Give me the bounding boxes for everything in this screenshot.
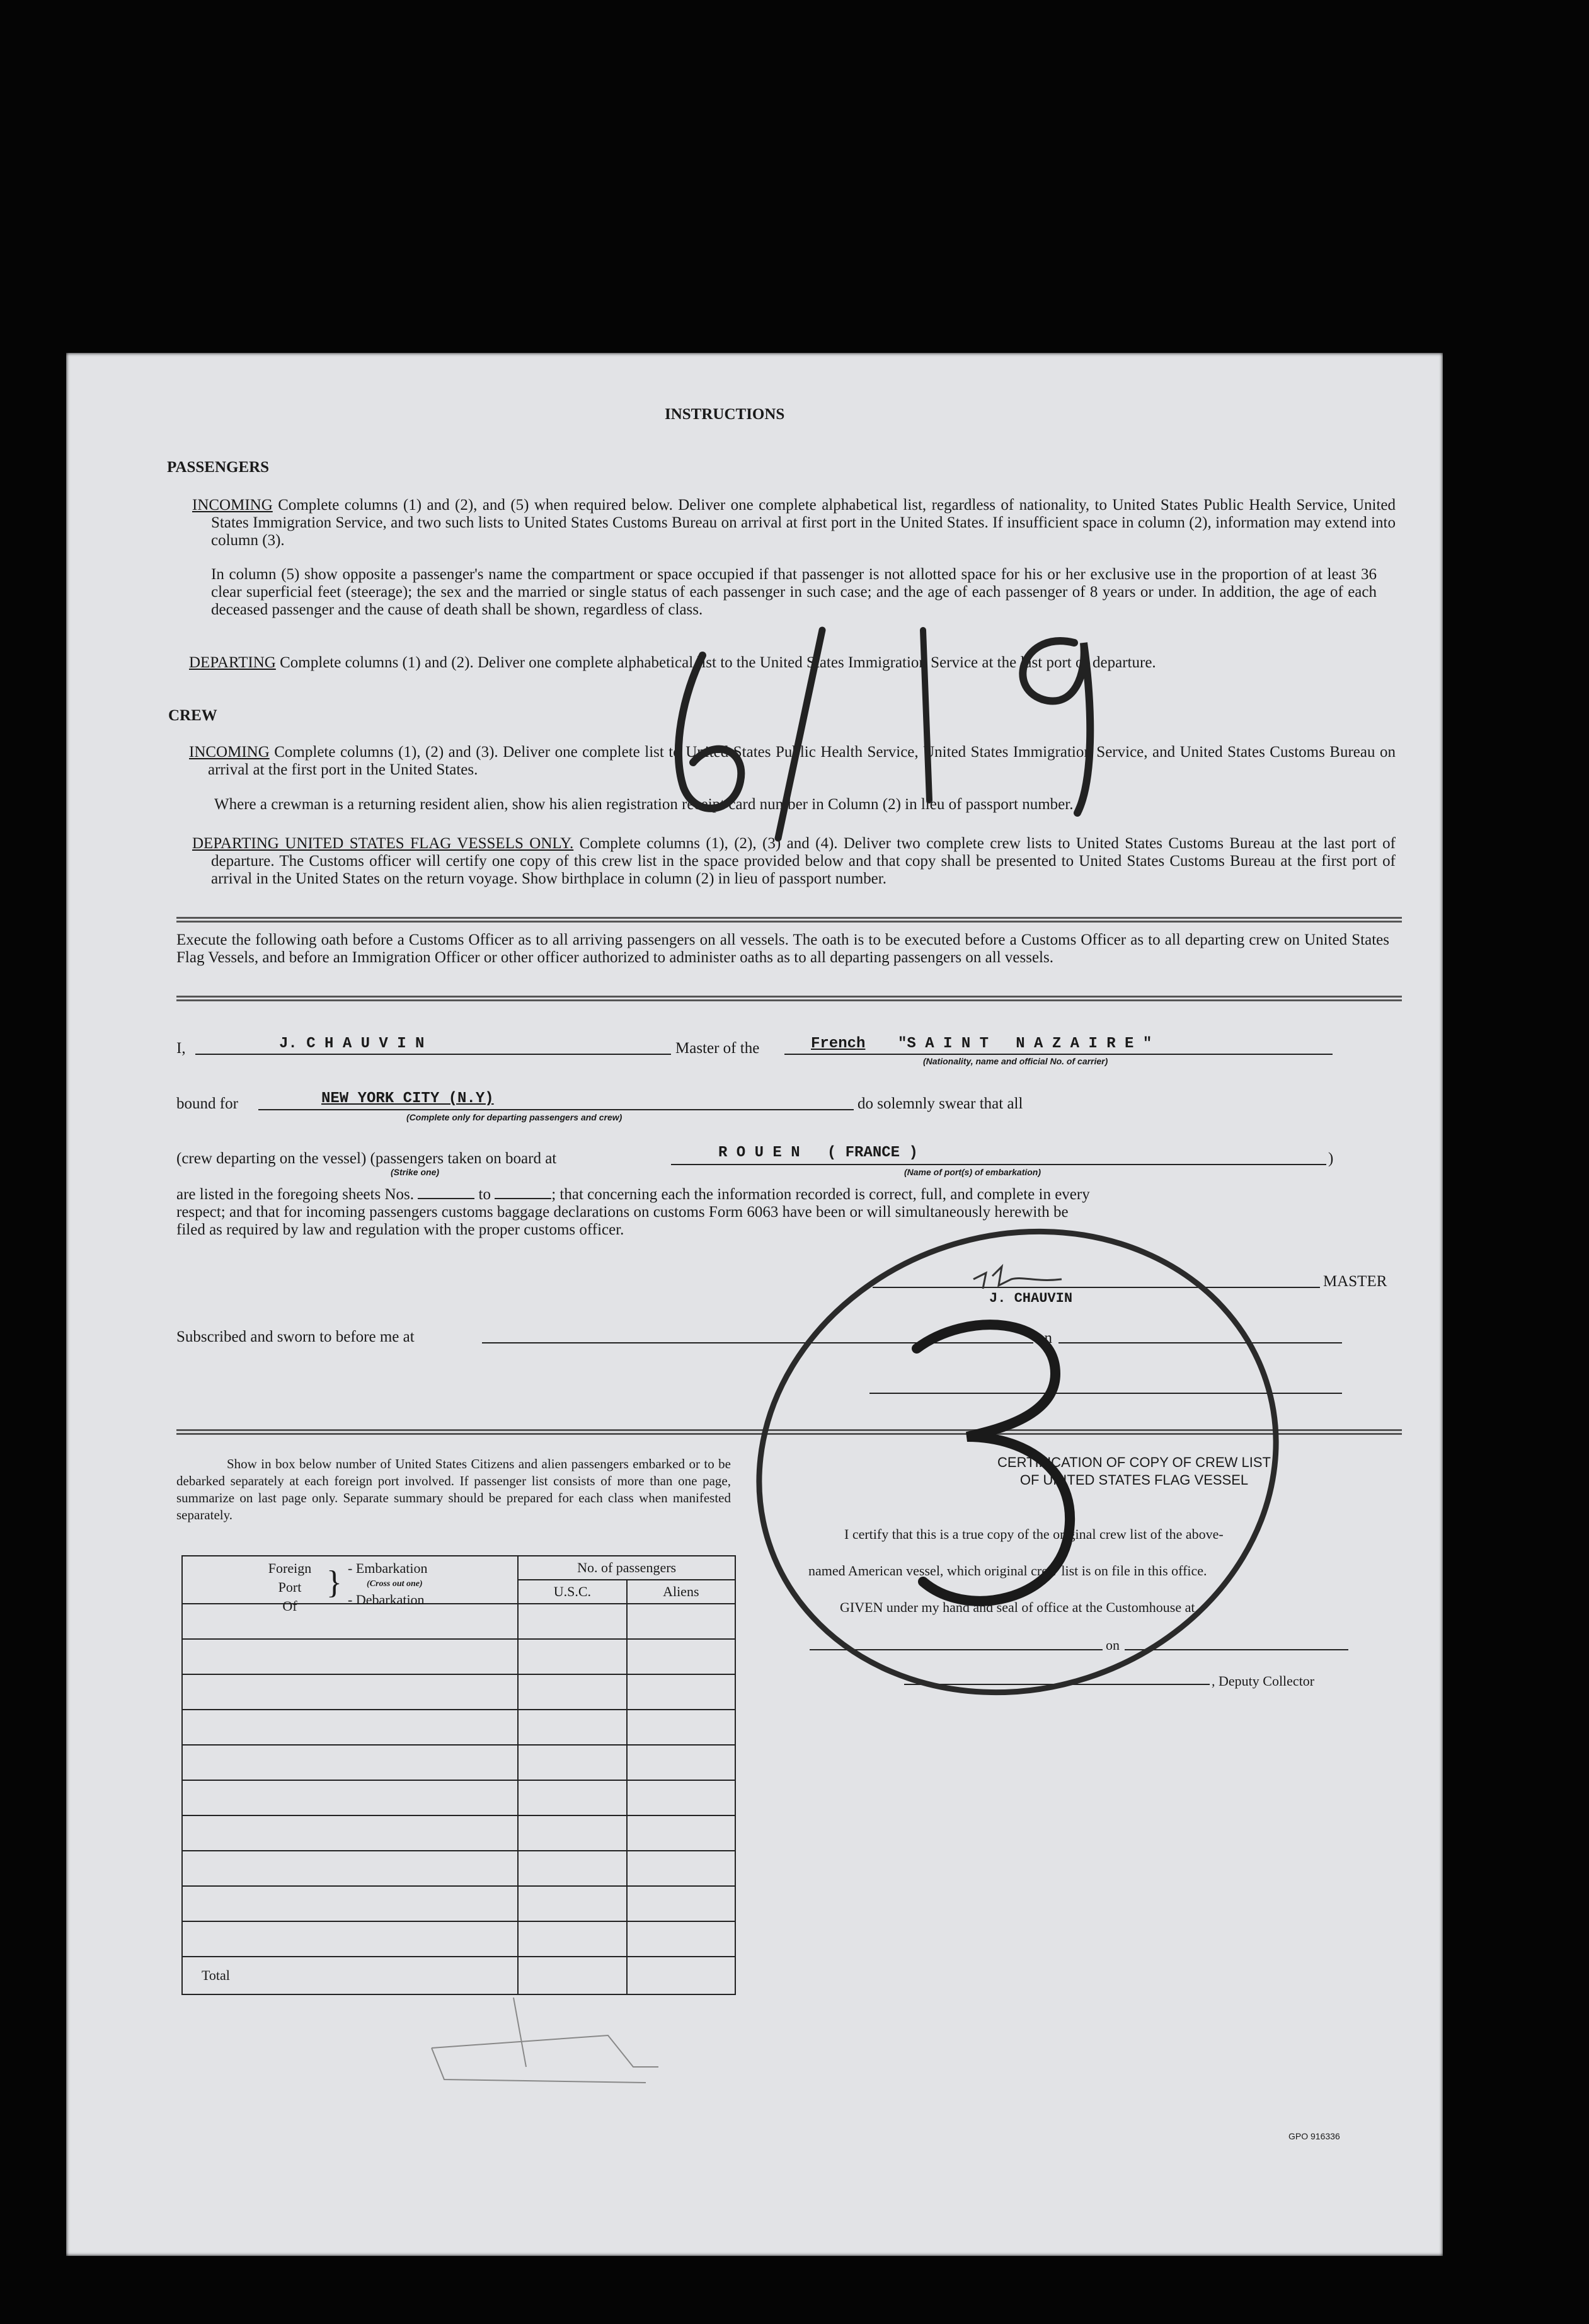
master-name-line: [195, 1054, 671, 1055]
vessel-caption: (Nationality, name and official No. of carrier): [923, 1056, 1108, 1066]
aliens-cell[interactable]: [627, 1921, 735, 1957]
bound-for-field[interactable]: NEW YORK CITY (N.Y): [321, 1090, 494, 1107]
numeral-3-mark: [917, 1325, 1070, 1601]
table-row[interactable]: [182, 1851, 518, 1886]
master-name-field[interactable]: J. C H A U V I N: [279, 1035, 425, 1052]
no-passengers-header: No. of passengers: [518, 1556, 735, 1580]
passengers-incoming: [192, 497, 1396, 549]
oath-execute-paragraph: Execute the following oath before a Customs Officer as to all arriving passengers on all vessels. The oath is to be executed before a Customs Officer as to all departing crew on United States Flag Vessels, and before an Immigration Officer or other officer authorized to administer oaths as to all departing passengers on all vessels.: [176, 931, 1389, 966]
of-label: Of: [282, 1598, 297, 1614]
flag-label: DEPARTING UNITED STATES FLAG VESSELS ONLY.: [192, 835, 574, 852]
vessel-name-field[interactable]: "S A I N T N A Z A I R E ": [898, 1035, 1152, 1052]
instructions-title: INSTRUCTIONS: [665, 406, 785, 423]
on-label: on: [1036, 1330, 1052, 1347]
usc-cell[interactable]: [518, 1851, 626, 1886]
foreign-label: Foreign: [268, 1560, 312, 1576]
divider-2: [176, 996, 1402, 1001]
signature-mark: [973, 1267, 1062, 1289]
usc-cell[interactable]: [518, 1674, 626, 1710]
passenger-summary-table: [181, 1555, 736, 1995]
usc-cell[interactable]: [518, 1815, 626, 1851]
port-caption: (Name of port(s) of embarkation): [904, 1167, 1041, 1177]
crewman-paragraph: Where a crewman is a returning resident alien, show his alien registration receipt card number in Column (2) in lieu of passport number.: [214, 796, 1074, 813]
certification-title-2: OF UNITED STATES FLAG VESSEL: [1019, 1472, 1249, 1488]
certification-line-1: I certify that this is a true copy of the original crew list of the above-: [844, 1526, 1224, 1542]
handwritten-6-mark: [679, 655, 741, 808]
table-row[interactable]: [182, 1639, 518, 1674]
table-row[interactable]: [182, 1921, 518, 1957]
embarkation-label: - Embarkation: [348, 1560, 428, 1576]
departing-text: Complete columns (1) and (2). Deliver one complete alphabetical list to the United States Immigration Service at the last port of departure.: [275, 654, 1156, 671]
port-field[interactable]: R O U E N ( FRANCE ): [718, 1144, 918, 1161]
incoming-label: INCOMING: [192, 497, 273, 514]
bound-for-label: bound for: [176, 1095, 238, 1112]
usc-cell[interactable]: [518, 1604, 626, 1639]
table-row[interactable]: [182, 1710, 518, 1745]
master-of-label: Master of the: [675, 1040, 760, 1057]
debarkation-label: - Debarkation: [348, 1592, 425, 1608]
deputy-collector-label: , Deputy Collector: [1212, 1673, 1315, 1689]
handwritten-1-mark: [923, 630, 929, 800]
table-row[interactable]: [182, 1780, 518, 1815]
port-line: [671, 1164, 1326, 1165]
listed-line-1: [176, 1186, 1090, 1204]
table-row[interactable]: [182, 1745, 518, 1780]
master-signature-scrawl: [967, 1260, 1093, 1298]
listed-to: to: [478, 1186, 491, 1203]
pencil-mark: [432, 1998, 658, 2083]
master-label: MASTER: [1323, 1273, 1387, 1290]
signature-typed: J. CHAUVIN: [989, 1291, 1073, 1306]
form-page: [66, 353, 1443, 2256]
total-label: Total: [182, 1957, 518, 1994]
sheet-number-text: [72, 359, 74, 360]
usc-cell[interactable]: [518, 1780, 626, 1815]
aliens-cell[interactable]: [627, 1745, 735, 1780]
brace: }: [326, 1565, 342, 1601]
table-row[interactable]: [182, 1604, 518, 1639]
listed-text-1: are listed in the foregoing sheets Nos.: [176, 1186, 414, 1203]
aliens-header: Aliens: [627, 1580, 735, 1604]
summary-instructions: Show in box below number of United States Citizens and alien passengers embarked or to be debarked separately at each foreign port involved. If passenger list consists of more than one page, summarize on last page only. Separate summary should be prepared for each class when manifested separately.: [176, 1456, 731, 1522]
certification-on-label: on: [1106, 1637, 1120, 1653]
bound-for-line: [258, 1109, 854, 1110]
handwritten-9-mark: [1023, 641, 1090, 813]
vessel-line: [784, 1054, 1333, 1055]
cross-out-label: (Cross out one): [367, 1579, 423, 1589]
flag-text: Complete columns (1), (2), (3) and (4). Deliver two complete crew lists to United States Customs Bureau at the last port of departure. The Customs officer will certify one copy of this crew list in the space provided below and that copy shall be presented to United States Customs Bureau at the first port of arrival in the United States on the return voyage. Show birthplace in column (2) in lieu of passport number.: [211, 835, 1396, 887]
table-row[interactable]: [182, 1815, 518, 1851]
table-row[interactable]: [182, 1886, 518, 1921]
usc-cell[interactable]: [518, 1639, 626, 1674]
port-label: Port: [278, 1579, 302, 1595]
crew-passengers-label: (crew departing on the vessel) (passengers taken on board at: [176, 1150, 557, 1167]
usc-header: U.S.C.: [518, 1580, 626, 1604]
circled-number-text: [72, 365, 73, 366]
sheet-from-blank[interactable]: [418, 1198, 474, 1199]
certification-line-3: GIVEN under my hand and seal of office at the Customhouse at: [840, 1599, 1195, 1615]
pencil-scribble: [419, 1972, 684, 2098]
port-header-cell: [182, 1556, 518, 1614]
bound-caption: (Complete only for departing passengers and crew): [406, 1112, 622, 1122]
handwritten-sheet-number: [633, 605, 1200, 857]
column5-paragraph: In column (5) show opposite a passenger's name the compartment or space occupied if that passenger is not allotted space for his or her exclusive use in the proportion of at least 36 clear superficial feet (steerage); the sex and the married or single status of each passenger in such case; and the age of each passenger of 8 years or under. In addition, the age of each deceased passenger and the cause of death shall be shown, regardless of class.: [211, 566, 1377, 618]
strike-caption: (Strike one): [391, 1167, 440, 1177]
listed-line-3: respect; and that for incoming passengers customs baggage declarations on customs Form 6063 have been or will simultaneously herewith be: [176, 1204, 1069, 1221]
crew-incoming-text: Complete columns (1), (2) and (3). Deliver one complete list to United States Public Health Service, United States Immigration Service, and United States Customs Bureau on arrival at the first port in the United States.: [208, 744, 1396, 778]
close-paren: ): [1328, 1150, 1334, 1167]
passengers-heading: PASSENGERS: [167, 459, 270, 476]
usc-cell[interactable]: [518, 1886, 626, 1921]
usc-cell[interactable]: [518, 1921, 626, 1957]
handwritten-slash-mark: [778, 630, 822, 838]
usc-cell[interactable]: [518, 1745, 626, 1780]
nationality-field[interactable]: French: [811, 1035, 866, 1052]
subscribed-label: Subscribed and sworn to before me at: [176, 1328, 415, 1345]
aliens-cell[interactable]: [627, 1674, 735, 1710]
aliens-cell[interactable]: [627, 1815, 735, 1851]
divider-1: [176, 917, 1402, 923]
listed-line-4: filed as required by law and regulation with the proper customs officer.: [176, 1221, 624, 1238]
swear-label: do solemnly swear that all: [858, 1095, 1023, 1112]
departing-label: DEPARTING: [189, 654, 276, 671]
listed-text-2: ; that concerning each the information recorded is correct, full, and complete in every: [551, 1186, 1090, 1203]
aliens-cell[interactable]: [627, 1604, 735, 1639]
certification-title-1: CERTIFICATION OF COPY OF CREW LIST: [997, 1454, 1271, 1470]
certification-line-2: named American vessel, which original crew list is on file in this office.: [808, 1563, 1207, 1579]
aliens-cell[interactable]: [627, 1886, 735, 1921]
table-row[interactable]: [182, 1674, 518, 1710]
crew-incoming-label: INCOMING: [189, 744, 270, 761]
sheet-to-blank[interactable]: [495, 1198, 551, 1199]
gpo-code: GPO 916336: [1288, 2131, 1340, 2141]
aliens-cell[interactable]: [627, 1851, 735, 1886]
aliens-cell[interactable]: [627, 1639, 735, 1674]
i-label: I,: [176, 1040, 186, 1057]
incoming-text: Complete columns (1) and (2), and (5) when required below. Deliver one complete alphabetical list, regardless of nationality, to United States Public Health Service, United States Immigration Service, and two such lists to United States Customs Bureau on arrival at first port in the United States. If insufficient space in column (2), information may extend into column (3).: [211, 497, 1396, 549]
usc-cell[interactable]: [518, 1710, 626, 1745]
crew-heading: CREW: [168, 707, 217, 724]
aliens-cell[interactable]: [627, 1710, 735, 1745]
aliens-cell[interactable]: [627, 1780, 735, 1815]
